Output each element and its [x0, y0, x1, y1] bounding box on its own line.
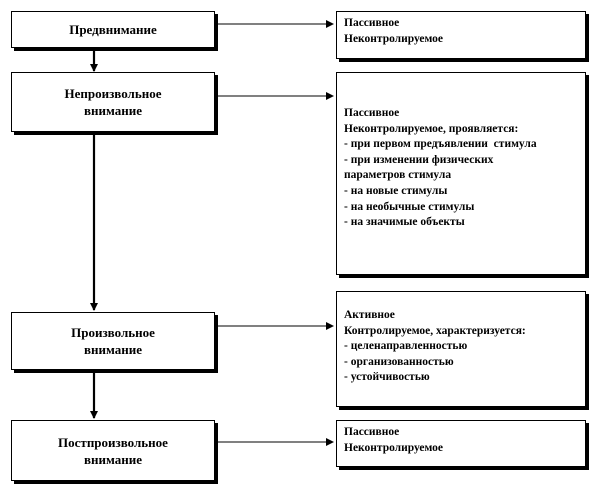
stage-box-preattention: [11, 11, 215, 48]
description-line: Неконтролируемое: [344, 32, 444, 45]
description-line: Контролируемое, характеризуется:: [344, 324, 526, 337]
description-line: - целенаправленностью: [344, 340, 468, 353]
stage-label-line: внимание: [83, 451, 143, 467]
description-box-voluntary-attention: [336, 291, 586, 407]
description-box-involuntary-attention: [336, 72, 586, 275]
description-line: Пассивное: [344, 17, 400, 29]
stage-box-voluntary-attention: [11, 312, 215, 370]
description-line: Активное: [344, 309, 395, 321]
description-line: - устойчивостью: [344, 371, 430, 384]
description-line: Неконтролируемое, проявляется:: [344, 122, 519, 135]
stage-label-line: Постпроизвольное: [58, 434, 168, 450]
description-line: - организованностью: [344, 355, 454, 368]
stage-label-line: внимание: [83, 103, 143, 118]
description-line: Пассивное: [344, 107, 400, 119]
description-box-postvoluntary-attention: [336, 420, 586, 467]
description-line: - на новые стимулы: [344, 184, 448, 197]
description-line: - при первом предъявлении стимула: [344, 138, 537, 151]
stage-box-involuntary-attention: [11, 72, 215, 132]
description-line: - при изменении физических: [344, 153, 494, 166]
description-line: - на значимые объекты: [344, 216, 465, 229]
stage-label-line: Произвольное: [71, 325, 155, 340]
stage-label-line: Предвнимание: [69, 22, 157, 37]
stage-label-line: внимание: [83, 342, 143, 357]
stage-box-postvoluntary-attention: [11, 420, 215, 481]
description-line: - на необычные стимулы: [344, 200, 475, 213]
description-line: Пассивное: [344, 426, 400, 438]
stage-label-line: Непроизвольное: [64, 86, 162, 101]
description-line: Неконтролируемое: [344, 441, 444, 454]
description-line: параметров стимула: [344, 169, 452, 182]
description-box-preattention: [336, 11, 586, 59]
